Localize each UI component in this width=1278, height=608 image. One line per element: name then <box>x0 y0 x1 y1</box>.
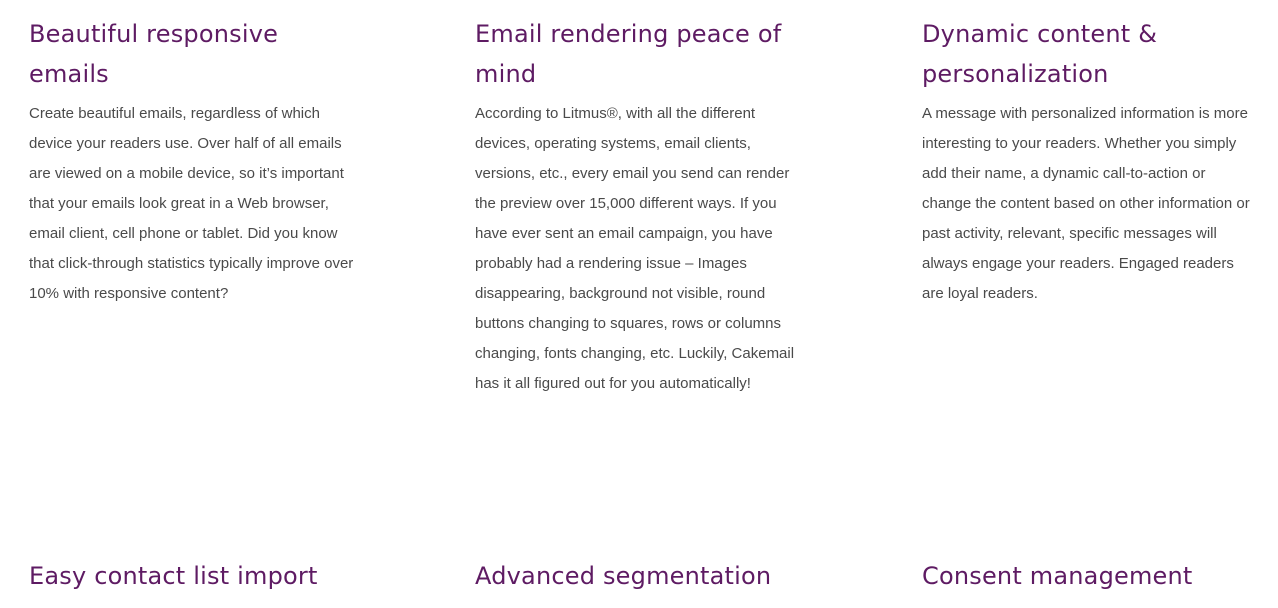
feature-title: Beautiful responsive emails <box>29 20 279 88</box>
feature-consent-management <box>922 556 1252 596</box>
feature-dynamic-content <box>922 14 1252 309</box>
feature-description: Create beautiful emails, regardless of which device your readers use. Over half of all emails are viewed on a mobile device, so it’s important that your emails look great in a Web browser, email client, cell phone or tablet. Did you know that click-through statistics typically improve over 10% with responsive content? <box>29 105 354 302</box>
feature-description: According to Litmus®, with all the different devices, operating systems, email clients, versions, etc., every email you send can render the preview over 15,000 different ways. If you have ever sent an email campaign, you have probably had a rendering issue – Images disappearing, background not visible, round buttons changing to squares, rows or columns changing, fonts changing, etc. Luckily, Cakemail has it all figured out for you automatically! <box>475 105 795 392</box>
feature-title: Advanced segmentation <box>475 562 772 590</box>
feature-title: Dynamic content & personalization <box>922 20 1158 88</box>
feature-title: Consent management <box>922 562 1193 590</box>
feature-description: A message with personalized information is more interesting to your readers. Whether you simply add their name, a dynamic call-to-action or change the content based on other information or past activity, relevant, specific messages will always engage your readers. Engaged readers are loyal readers. <box>922 105 1250 302</box>
feature-segmentation <box>475 556 805 596</box>
feature-title: Email rendering peace of mind <box>475 20 782 88</box>
feature-responsive-emails <box>29 14 359 309</box>
feature-contact-import <box>29 556 359 596</box>
feature-email-rendering <box>475 14 805 399</box>
feature-title: Easy contact list import <box>29 562 318 590</box>
